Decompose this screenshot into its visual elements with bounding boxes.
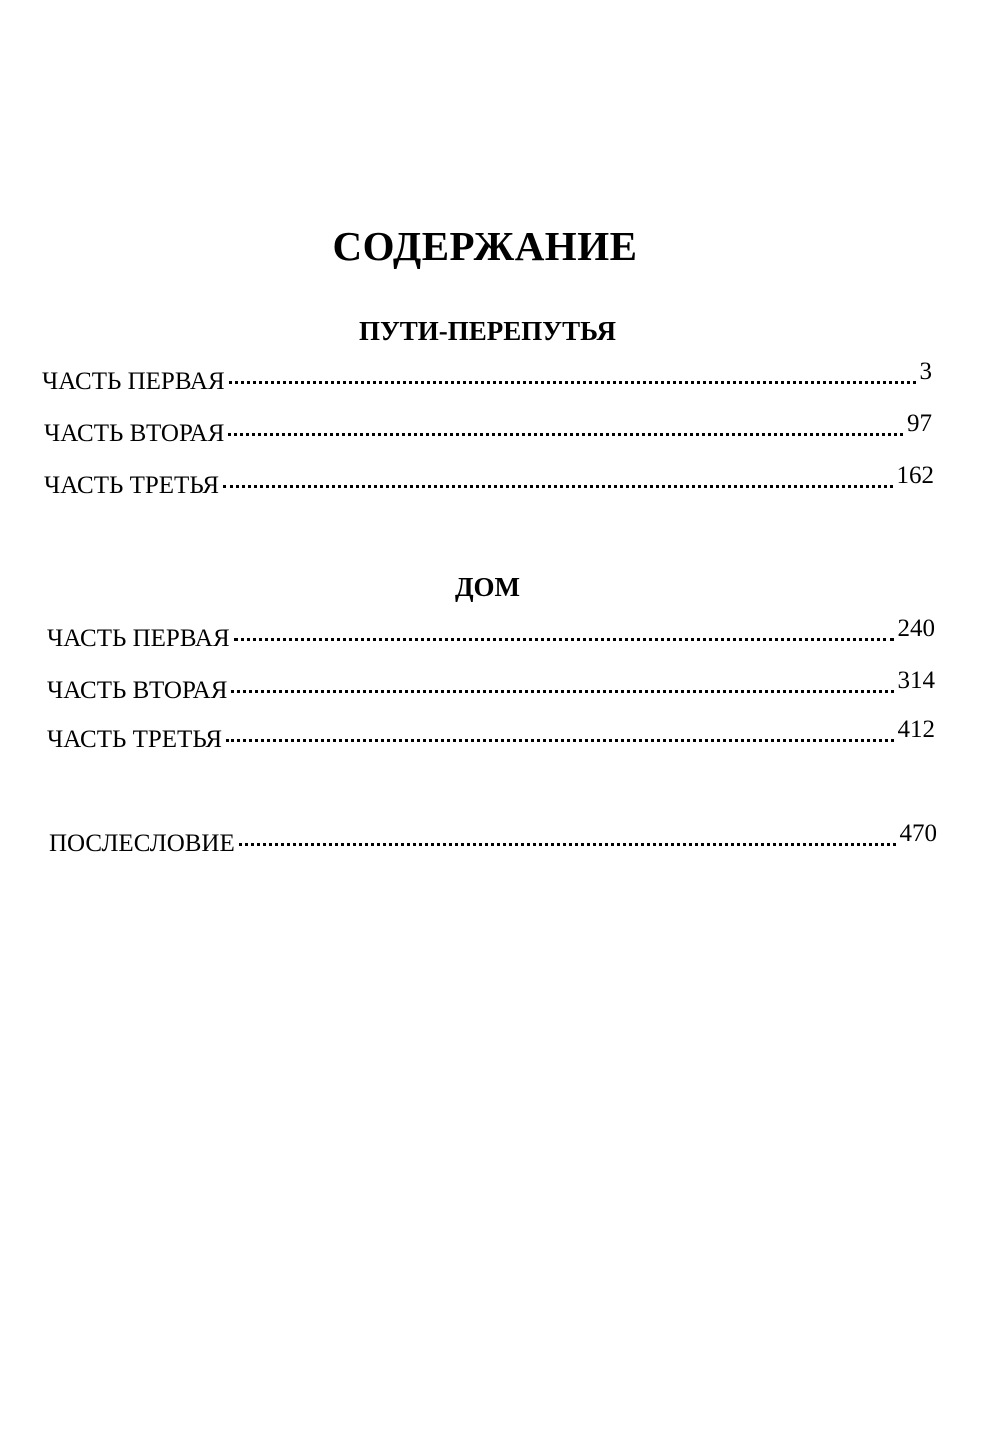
dot-leader (231, 690, 893, 693)
toc-entry-label: ПОСЛЕСЛОВИЕ (49, 830, 235, 857)
toc-entry[interactable] (42, 358, 932, 396)
dot-leader (228, 433, 903, 436)
toc-entry[interactable] (47, 615, 935, 653)
dot-leader (226, 739, 893, 742)
toc-entry-page: 314 (897, 667, 935, 694)
dot-leader (239, 843, 896, 846)
section-heading: ДОМ (454, 572, 521, 602)
toc-entry[interactable] (47, 667, 935, 705)
toc-entry-page: 470 (899, 820, 937, 847)
toc-entry-page: 162 (896, 462, 934, 489)
toc-entry-page: 412 (897, 716, 935, 743)
page-title: СОДЕРЖАНИЕ (332, 223, 638, 269)
section-heading: ПУТИ-ПЕРЕПУТЬЯ (358, 316, 617, 346)
toc-entry-afterword[interactable] (49, 820, 937, 858)
toc-entry-label: ЧАСТЬ ПЕРВАЯ (47, 625, 230, 652)
toc-entry[interactable] (44, 462, 934, 500)
toc-entry-label: ЧАСТЬ ВТОРАЯ (44, 420, 225, 447)
toc-entry-label: ЧАСТЬ ПЕРВАЯ (42, 368, 225, 395)
dot-leader (223, 485, 892, 488)
toc-entry-page: 240 (897, 615, 935, 642)
toc-entry[interactable] (47, 716, 935, 754)
toc-entry-page: 97 (907, 410, 932, 437)
dot-leader (229, 381, 916, 384)
toc-entry-label: ЧАСТЬ ВТОРАЯ (47, 677, 228, 704)
toc-entry[interactable] (44, 410, 932, 448)
toc-entry-page: 3 (919, 358, 932, 385)
toc-entry-label: ЧАСТЬ ТРЕТЬЯ (44, 472, 220, 499)
toc-entry-label: ЧАСТЬ ТРЕТЬЯ (47, 726, 223, 753)
dot-leader (234, 638, 894, 641)
